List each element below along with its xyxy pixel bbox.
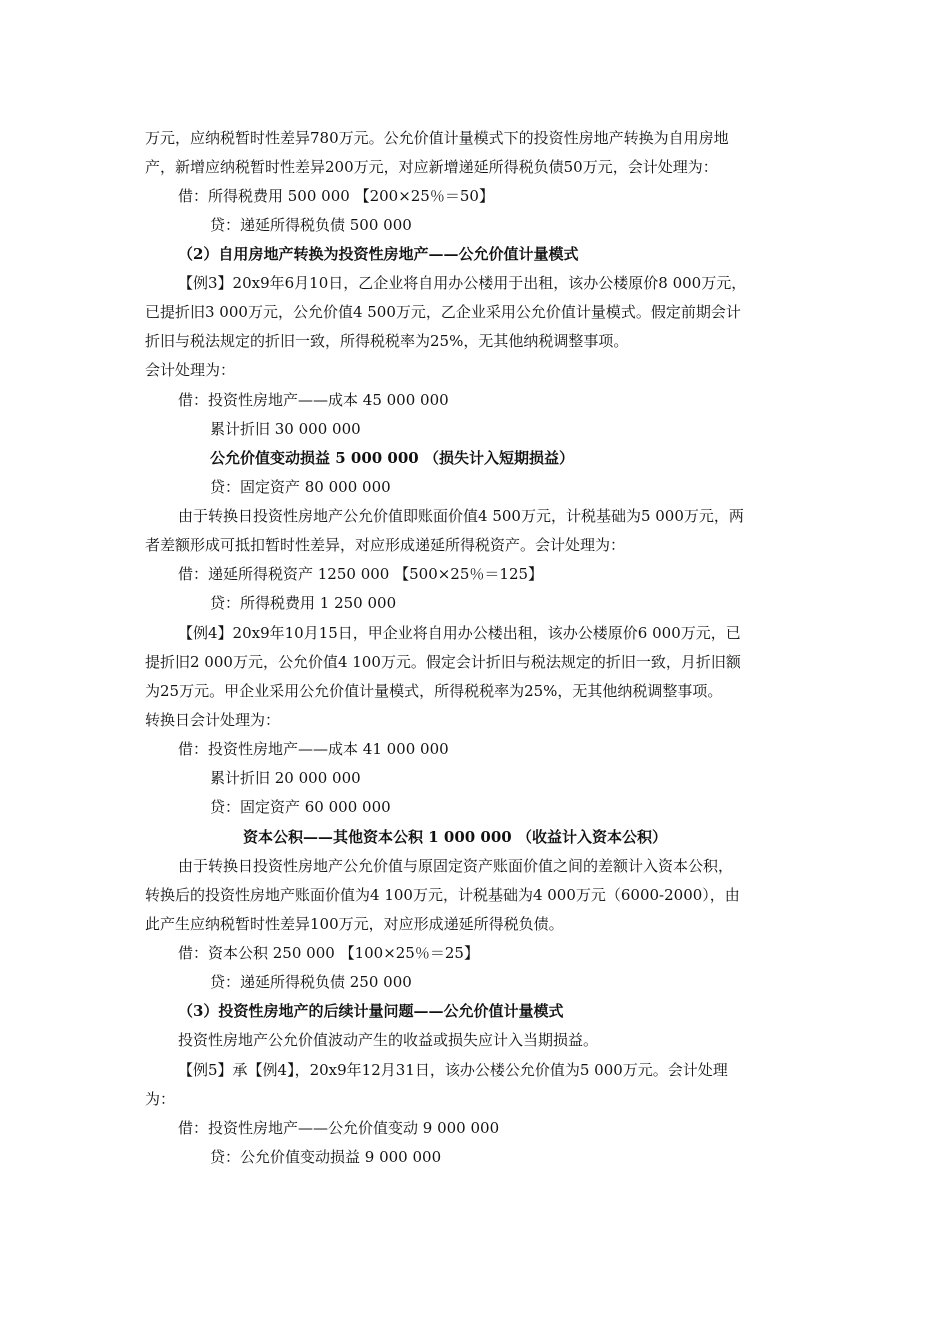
text-line-2: 产，新增应纳税暂时性差异200万元，对应新增递延所得税负债50万元，会计处理为：: [145, 158, 718, 176]
example-3-line-2: 已提折旧3 000万元，公允价值4 500万元，乙企业采用公允价值计量模式。假定前期会计: [145, 303, 741, 321]
journal-credit-3: 贷：所得税费用 1 250 000: [210, 594, 397, 612]
text-line-subsequent: 投资性房地产公允价值波动产生的收益或损失应计入当期损益。: [178, 1031, 599, 1049]
text-line-explain-4: 转换后的投资性房地产账面价值为4 100万元，计税基础为4 000万元（6000-2000），由: [145, 886, 740, 904]
journal-debit-4: 借：投资性房地产——成本 41 000 000: [178, 740, 449, 758]
journal-credit-4b: 资本公积——其他资本公积 1 000 000 （收益计入资本公积）: [243, 828, 667, 846]
section-heading-2: （2）自用房地产转换为投资性房地产——公允价值计量模式: [178, 245, 579, 263]
text-line-explain-2: 者差额形成可抵扣暂时性差异，对应形成递延所得税资产。会计处理为：: [145, 536, 626, 554]
example-3-line-1: 【例3】20x9年6月10日，乙企业将自用办公楼用于出租，该办公楼原价8 000万元，: [178, 274, 747, 292]
text-line-explain-5: 此产生应纳税暂时性差异100万元，对应形成递延所得税负债。: [145, 915, 564, 933]
journal-debit-6: 借：投资性房地产——公允价值变动 9 000 000: [178, 1119, 500, 1137]
journal-debit-1: 借：所得税费用 500 000 【200×25％＝50】: [178, 187, 494, 205]
section-heading-3: （3）投资性房地产的后续计量问题——公允价值计量模式: [178, 1002, 564, 1020]
journal-credit-1: 贷：递延所得税负债 500 000: [210, 216, 412, 234]
text-line-1: 万元，应纳税暂时性差异780万元。公允价值计量模式下的投资性房地产转换为自用房地: [145, 129, 729, 147]
journal-debit-4b: 累计折旧 20 000 000: [210, 769, 361, 787]
example-4-line-3: 为25万元。甲企业采用公允价值计量模式，所得税税率为25%，无其他纳税调整事项。: [145, 682, 723, 700]
journal-credit-2: 贷：固定资产 80 000 000: [210, 478, 391, 496]
example-5-line-2: 为：: [145, 1090, 176, 1108]
journal-debit-3: 借：递延所得税资产 1250 000 【500×25％＝125】: [178, 565, 544, 583]
journal-credit-4: 贷：固定资产 60 000 000: [210, 798, 391, 816]
example-3-line-3: 折旧与税法规定的折旧一致，所得税税率为25%，无其他纳税调整事项。: [145, 332, 629, 350]
text-line-explain-1: 由于转换日投资性房地产公允价值即账面价值4 500万元，计税基础为5 000万元，两: [178, 507, 744, 525]
text-line-conversion: 转换日会计处理为：: [145, 711, 281, 729]
journal-debit-2c: 公允价值变动损益 5 000 000 （损失计入短期损益）: [210, 449, 574, 467]
journal-credit-5: 贷：递延所得税负债 250 000: [210, 973, 412, 991]
text-line-accounting: 会计处理为：: [145, 361, 236, 379]
journal-debit-5: 借：资本公积 250 000 【100×25％＝25】: [178, 944, 479, 962]
example-4-line-1: 【例4】20x9年10月15日，甲企业将自用办公楼出租，该办公楼原价6 000万元，已: [178, 624, 741, 642]
example-5-line-1: 【例5】承【例4】，20x9年12月31日，该办公楼公允价值为5 000万元。会计处理: [178, 1061, 728, 1079]
journal-debit-2: 借：投资性房地产——成本 45 000 000: [178, 391, 449, 409]
journal-credit-6: 贷：公允价值变动损益 9 000 000: [210, 1148, 442, 1166]
text-line-explain-3: 由于转换日投资性房地产公允价值与原固定资产账面价值之间的差额计入资本公积，: [178, 857, 734, 875]
journal-debit-2b: 累计折旧 30 000 000: [210, 420, 361, 438]
example-4-line-2: 提折旧2 000万元，公允价值4 100万元。假定会计折旧与税法规定的折旧一致，月折旧额: [145, 653, 741, 671]
